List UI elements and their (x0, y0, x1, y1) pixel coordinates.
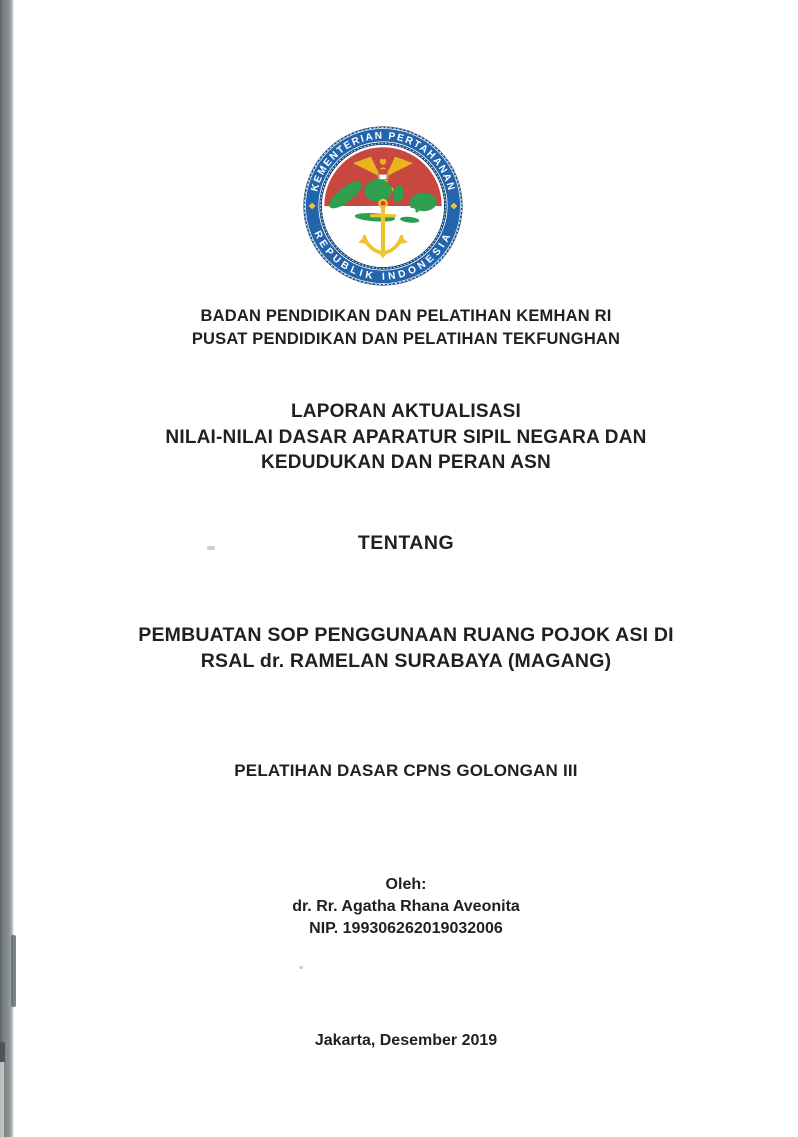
place-date: Jakarta, Desember 2019 (314, 1032, 498, 1049)
report-title (14, 399, 798, 476)
organization-header (14, 305, 798, 351)
scan-artifact (0, 1042, 5, 1062)
org-line-2: PUSAT PENDIDIKAN DAN PELATIHAN TEKFUNGHAN (191, 330, 621, 348)
ministry-of-defense-seal (302, 125, 464, 287)
subject-line-2: RSAL dr. RAMELAN SURABAYA (MAGANG) (200, 650, 612, 672)
author-nip: NIP. 199306262019032006 (309, 920, 503, 937)
title-line-3: KEDUDUKAN DAN PERAN ASN (261, 452, 551, 473)
title-line-2: NILAI-NILAI DASAR APARATUR SIPIL NEGARA DAN (165, 426, 647, 448)
author-by-label: Oleh: (385, 876, 427, 893)
title-line-1: LAPORAN AKTUALISASI (290, 401, 522, 422)
scan-spine-dark-line (0, 0, 2, 1137)
scan-artifact (0, 1062, 4, 1137)
author-name: dr. Rr. Agatha Rhana Aveonita (292, 898, 520, 915)
about-label: TENTANG (357, 532, 455, 554)
seal-text-top: KEMENTERIAN PERTAHANAN (309, 130, 457, 193)
author-block (14, 874, 798, 940)
subject-line-1: PEMBUATAN SOP PENGGUNAAN RUANG POJOK ASI DI (138, 624, 674, 646)
org-line-1: BADAN PENDIDIKAN DAN PELATIHAN KEMHAN RI (200, 307, 612, 325)
seal-text-bottom: REPUBLIK INDONESIA (311, 229, 455, 283)
report-subject (14, 622, 798, 674)
scan-speck (299, 966, 303, 969)
scan-artifact (11, 935, 16, 1007)
map-marker (403, 201, 406, 204)
training-program: PELATIHAN DASAR CPNS GOLONGAN III (234, 761, 578, 780)
